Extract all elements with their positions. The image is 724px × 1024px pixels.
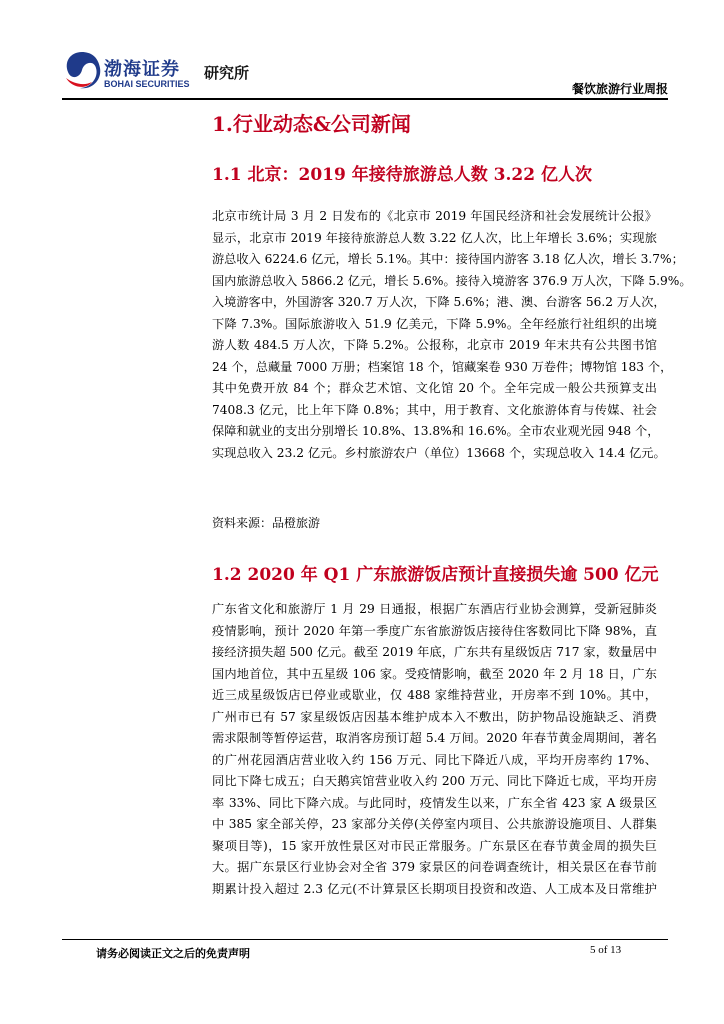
text-line: 保障和就业的支出分别增长 10.8%、13.8%和 16.6%。全市农业观光园 948 个， [212,424,660,438]
report-title: 餐饮旅游行业周报 [571,82,668,96]
source-note: 资料来源：品橙旅游 [212,516,321,530]
brand-name-en: BOHAI SECURITIES [104,79,190,89]
text-line: 国内地首位，其中五星级 106 家。受疫情影响，截至 2020 年 2 月 18 日，广东 [212,666,657,681]
text-line: 疫情影响，预计 2020 年第一季度广东省旅游饭店接待住客数同比下降 98%，直 [212,623,657,638]
text-line: 大。据广东景区行业协会对全省 379 家景区的问卷调查统计，相关景区在春节前 [212,860,657,874]
text-line: 游总收入 6224.6 亿元，增长 5.1%。其中：接待国内游客 3.18 亿人次，增长 3.7%； [212,252,684,266]
subsection-heading-beijing: 1.1 北京：2019 年接待旅游总人数 3.22 亿人次 [212,165,592,185]
text-line: 7408.3 亿元，比上年下降 0.8%；其中，用于教育、文化旅游体育与传媒、社会 [212,402,657,417]
text-line: 同比下降七成五；白天鹅宾馆营业收入约 200 万元、同比下降近七成，平均开房 [212,774,657,788]
text-line: 广东省文化和旅游厅 1 月 29 日通报，根据广东酒店行业协会测算，受新冠肺炎 [212,602,657,616]
text-line: 入境游客中，外国游客 320.7 万人次，下降 5.6%；港、澳、台游客 56.2 万人次， [212,295,666,309]
text-line: 游人数 484.5 万人次，下降 5.2%。公报称，北京市 2019 年末共有公共图书馆 [212,338,657,352]
text-line: 国内旅游总收入 5866.2 亿元，增长 5.6%。接待入境游客 376.9 万人次，下降 5.9%。 [212,273,692,288]
company-logo [62,48,202,98]
text-line: 实现总收入 23.2 亿元。乡村旅游农户（单位）13668 个，实现总收入 14.4 亿元。 [212,445,666,460]
text-line: 近三成星级饭店已停业或歇业，仅 488 家维持营业，开房率不到 10%。其中， [212,688,657,702]
text-line: 24 个，总藏量 7000 万册；档案馆 18 个，馆藏案卷 930 万卷件；博物馆 183 个， [212,359,673,374]
subsection-heading-guangdong: 1.2 2020 年 Q1 广东旅游饭店预计直接损失逾 500 亿元 [212,565,659,585]
paragraph-beijing [212,206,692,464]
disclaimer-note: 请务必阅读正文之后的免责声明 [96,947,250,960]
text-line: 其中免费开放 84 个；群众艺术馆、文化馆 20 个。全年完成一般公共预算支出 [212,381,657,395]
paragraph-guangdong [212,599,657,900]
text-line: 北京市统计局 3 月 2 日发布的《北京市 2019 年国民经济和社会发展统计公报》 [212,209,657,223]
text-line: 需求限制等暂停运营，取消客房预订超 5.4 万间。2020 年春节黄金周期间，著名 [212,731,657,745]
institute-label: 研究所 [204,64,250,82]
page-number: 5 of 13 [590,944,622,956]
brand-name-cn: 渤海证券 [104,59,180,80]
text-line: 广州市已有 57 家星级饭店因基本维护成本入不敷出，防护物品设施缺乏、消费 [212,709,657,724]
footer-divider [62,939,668,940]
header-divider [62,98,668,100]
text-line: 率 33%、同比下降六成。与此同时，疫情发生以来，广东全省 423 家 A 级景区 [212,795,657,810]
text-line: 中 385 家全部关停，23 家部分关停(关停室内项目、公共旅游设施项目、人群集 [212,817,657,831]
text-line: 显示，北京市 2019 年接待旅游总人数 3.22 亿人次，比上年增长 3.6%；实现旅 [212,230,657,245]
text-line: 的广州花园酒店营业收入约 156 万元、同比下降近八成，平均开房率约 17%、 [212,752,657,767]
bohai-logo-icon [62,48,102,92]
text-line: 下降 7.3%。国际旅游收入 51.9 亿美元，下降 5.9%。全年经旅行社组织的出境 [212,316,657,331]
section-heading: 1.行业动态&公司新闻 [212,112,411,136]
text-line: 接经济损失超 500 亿元。截至 2019 年底，广东共有星级饭店 717 家，数量居中 [212,645,657,659]
text-line: 聚项目等)，15 家开放性景区对市民正常服务。广东景区在春节黄金周的损失巨 [212,838,657,853]
text-line: 期累计投入超过 2.3 亿元(不计算景区长期项目投资和改造、人工成本及日常维护 [212,881,657,896]
